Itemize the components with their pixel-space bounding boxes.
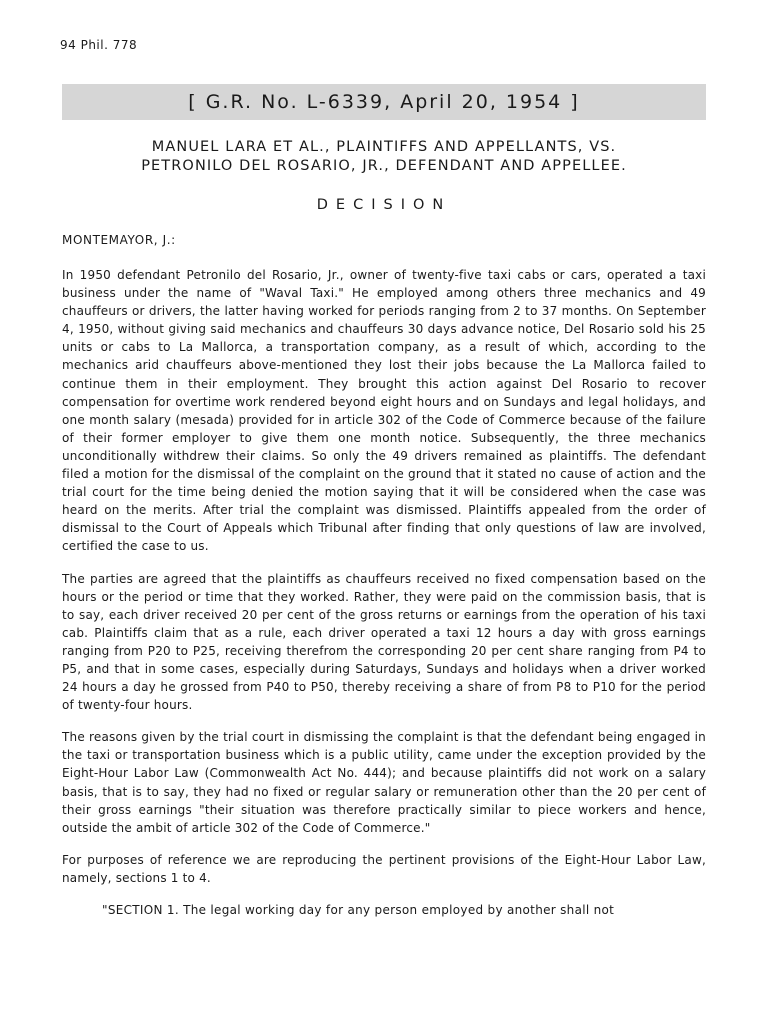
paragraph-facts: In 1950 defendant Petronilo del Rosario, Jr., owner of twenty-five taxi cabs or cars, operated a taxi business under the name of "Waval Taxi." He employed among others three mechanics and 49 chauffeurs or drivers, the latter having worked for periods ranging from 2 to 37 months. On September 4, 1950, without giving said mechanics and chauffeurs 30 days advance notice, Del Rosario sold his 25 units or cabs to La Mallorca, a transportation company, as a result of which, according to the mechanics arid chauffeurs above-mentioned they lost their jobs because the La Mallorca failed to continue them in their employment. They brought this action against Del Rosario to recover compensation for overtime work rendered beyond eight hours and on Sundays and legal holidays, and one month salary (mesada) provided for in article 302 of the Code of Commerce because of the failure of their former employer to give them one month notice. Subsequently, the three mechanics unconditionally withdrew their claims. So only the 49 drivers remained as plaintiffs. The defendant filed a motion for the dismissal of the complaint on the ground that it stated no cause of action and the trial court for the time being denied the motion saying that it will be considered when the case was heard on the merits. After trial the complaint was dismissed. Plaintiffs appealed from the order of dismissal to the Court of Appeals which Tribunal after finding that only questions of law are involved, certified the case to us. [62,268,706,554]
decision-heading: DECISION [316,197,452,213]
ponente: MONTEMAYOR, J.: [62,233,176,247]
paragraph-compensation: The parties are agreed that the plaintiffs as chauffeurs received no fixed compensation based on the hours or the period or time that they worked. Rather, they were paid on the commission basis, that is to say, each driver received 20 per cent of the gross returns or earnings from the operation of his taxi cab. Plaintiffs claim that as a rule, each driver operated a taxi 12 hours a day with gross earnings ranging from P20 to P25, receiving therefrom the corresponding 20 per cent share ranging from P4 to P5, and that in some cases, especially during Saturdays, Sundays and holidays when a driver worked 24 hours a day he grossed from P40 to P50, thereby receiving a share of from P8 to P10 for the period of twenty-four hours. [62,571,706,713]
case-parties [62,138,706,176]
case-number-banner: [ G.R. No. L-6339, April 20, 1954 ] [62,84,706,120]
report-citation: 94 Phil. 778 [60,38,138,52]
paragraph-trial-court-reasons: The reasons given by the trial court in dismissing the complaint is that the defendant being engaged in the taxi or transportation business which is a public utility, came under the exception provided by the Eight-Hour Labor Law (Commonwealth Act No. 444); and because plaintiffs did not work on a salary basis, that is to say, they had no fixed or regular salary or remuneration other than the 20 per cent of their gross earnings "their situation was therefore practically similar to piece workers and hence, outside the ambit of article 302 of the Code of Commerce." [62,730,706,835]
parties-line-2: PETRONILO DEL ROSARIO, JR., DEFENDANT AND APPELLEE. [141,158,627,174]
quoted-statute: "SECTION 1. The legal working day for any person employed by another shall not [102,903,615,917]
parties-line-1: MANUEL LARA ET AL., PLAINTIFFS AND APPELLANTS, VS. [151,139,617,155]
paragraph-reference: For purposes of reference we are reproducing the pertinent provisions of the Eight-Hour Labor Law, namely, sections 1 to 4. [62,852,706,885]
